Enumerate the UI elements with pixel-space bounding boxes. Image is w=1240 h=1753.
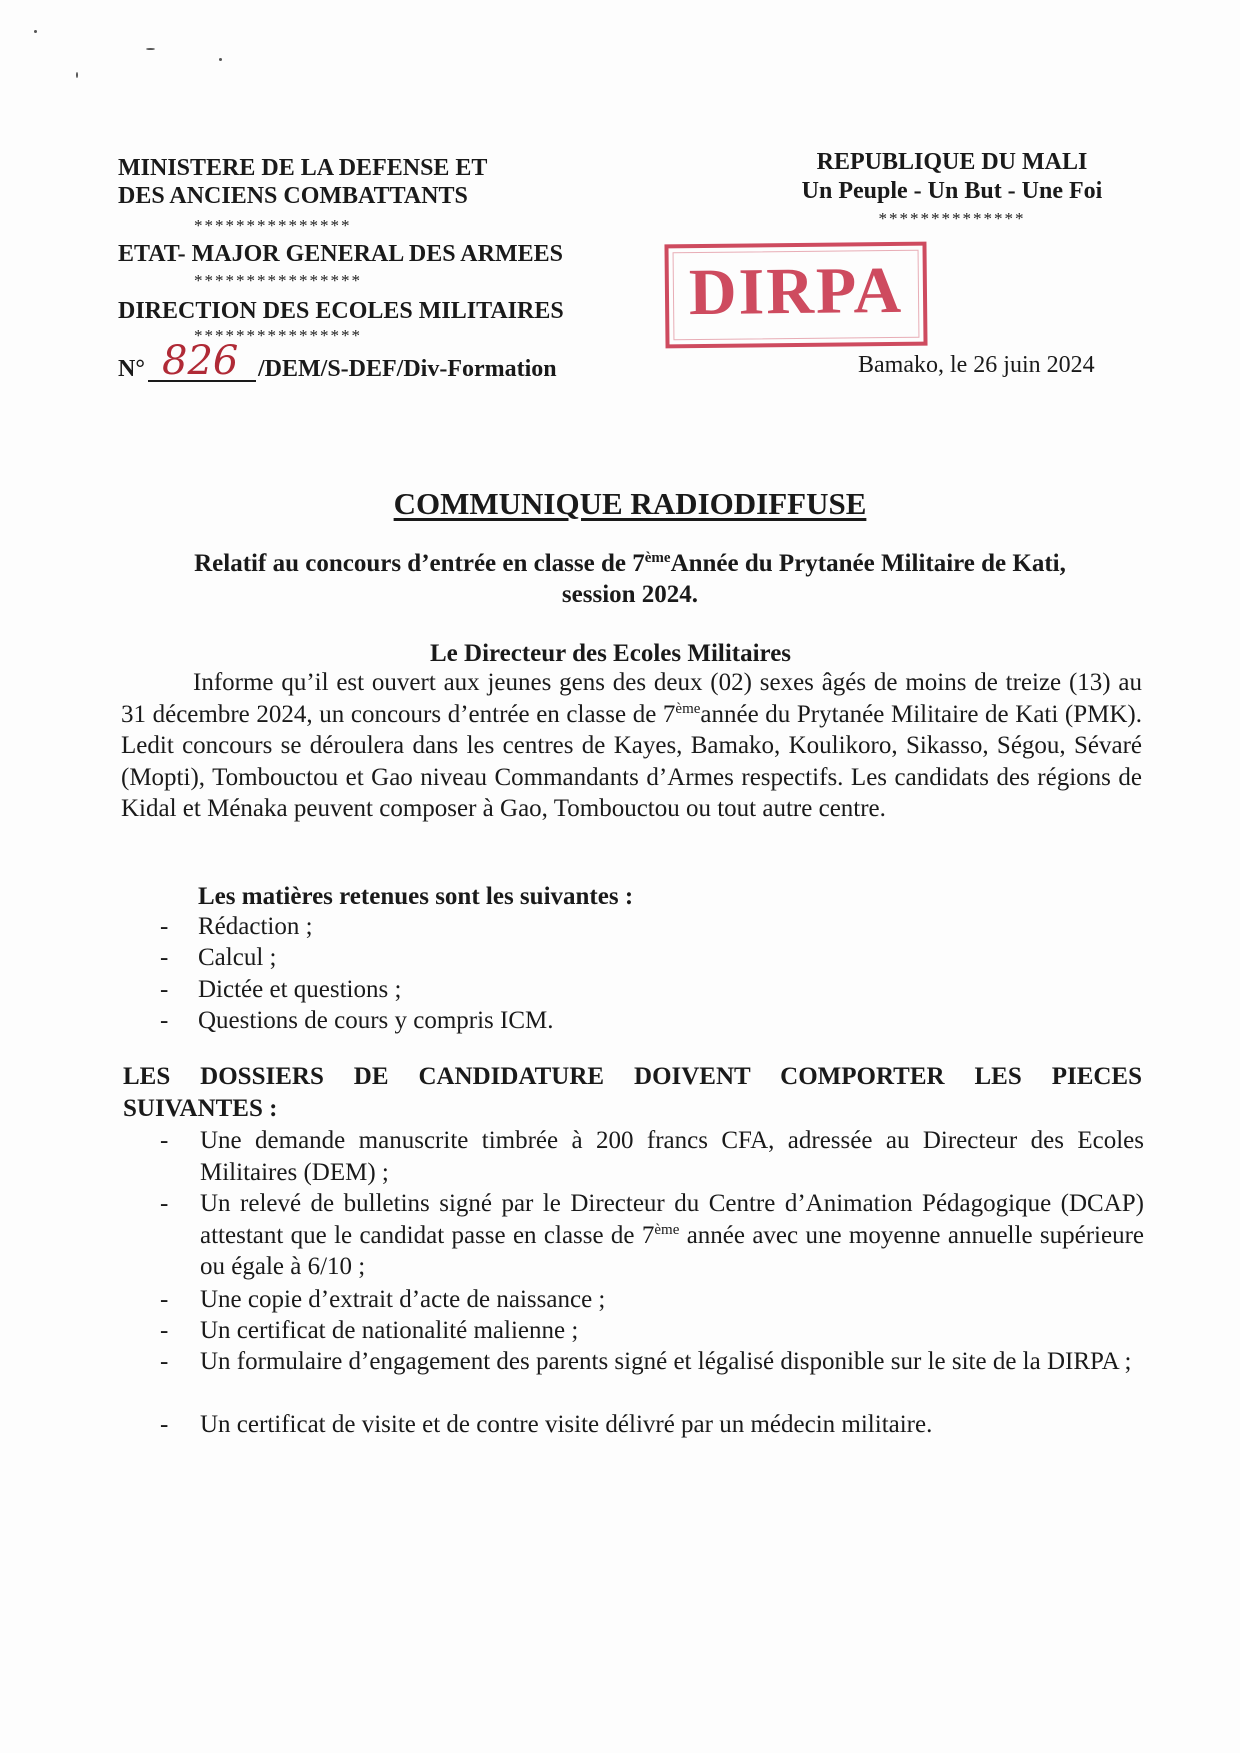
list-item	[160, 1409, 1144, 1441]
bullet-dash: -	[160, 1190, 169, 1217]
place-date: Bamako, le 26 juin 2024	[858, 352, 1095, 378]
subjects-heading: Les matières retenues sont les suivantes :	[198, 883, 634, 910]
scan-speck	[146, 48, 155, 50]
bullet-dash: -	[160, 976, 169, 1003]
scan-speck	[219, 58, 222, 61]
subtitle-line2: session 2024.	[561, 581, 699, 608]
dossier-item: Une demande manuscrite timbrée à 200 francs CFA, adressée au Directeur des Ecoles Militaires (DEM) ;	[200, 1127, 1144, 1186]
dossier-heading-line2: SUIVANTES :	[123, 1095, 278, 1122]
dossier-item2-sup: ème	[654, 1221, 680, 1238]
number-prefix: N°	[118, 356, 145, 382]
dossier-item: Un formulaire d’engagement des parents signé et légalisé disponible sur le site de la DIRPA ;	[200, 1348, 1132, 1375]
dossier-item: Un certificat de visite et de contre visite délivré par un médecin militaire.	[200, 1411, 933, 1438]
reference-suffix: /DEM/S-DEF/Div-Formation	[258, 356, 557, 382]
subject-item: Rédaction ;	[198, 913, 313, 940]
dossier-heading: LES DOSSIERS DE CANDIDATURE DOIVENT COMPORTER LES PIECES	[123, 1063, 1142, 1090]
subtitle	[100, 549, 1160, 579]
reference-number	[118, 355, 145, 383]
director-heading: Le Directeur des Ecoles Militaires	[430, 640, 792, 667]
separator-stars: ****************	[194, 326, 362, 345]
national-motto: Un Peuple - Un But - Une Foi	[801, 178, 1103, 204]
subtitle-part1: Relatif au concours d’entrée en classe de 7	[194, 550, 645, 577]
dossier-item: Une copie d’extrait d’acte de naissance ;	[200, 1286, 606, 1313]
etat-major-heading: ETAT- MAJOR GENERAL DES ARMEES	[118, 241, 563, 267]
dossier-item2-part1: Un relevé de bulletins signé par le Directeur du Centre d’Animation Pédagogique (DCAP) attestant que le candidat passe en classe de 7	[200, 1190, 1144, 1249]
bullet-dash: -	[160, 1317, 169, 1344]
intro-text-part1: Informe qu’il est ouvert aux jeunes gens des deux (02) sexes âgés de moins de treize (13) au 31 décembre 2024, un concours d’entrée en classe de 7	[121, 669, 1142, 728]
bullet-dash: -	[160, 1127, 169, 1154]
subtitle-part2: Année du Prytanée Militaire de Kati,	[670, 550, 1066, 577]
list-item	[160, 1188, 1144, 1283]
bullet-dash: -	[160, 1286, 169, 1313]
bullet-dash: -	[160, 944, 169, 971]
subtitle-sup: ème	[644, 550, 671, 566]
direction-heading: DIRECTION DES ECOLES MILITAIRES	[118, 298, 564, 324]
dirpa-stamp: DIRPA	[664, 242, 927, 349]
dossier-item	[200, 1188, 1144, 1283]
scan-speck	[76, 72, 78, 78]
bullet-dash: -	[160, 1007, 169, 1034]
ministry-line2: DES ANCIENS COMBATTANTS	[118, 183, 468, 209]
bullet-dash: -	[160, 1348, 169, 1375]
republic-heading: REPUBLIQUE DU MALI	[816, 149, 1088, 175]
dossier-item2-part2: année avec une moyenne annuelle supérieure ou égale à 6/10 ;	[200, 1221, 1145, 1280]
list-item	[160, 1125, 1144, 1188]
subject-item: Calcul ;	[198, 944, 277, 971]
list-item	[160, 1315, 1144, 1347]
bullet-dash: -	[160, 1411, 169, 1438]
page-title: COMMUNIQUE RADIODIFFUSE	[393, 486, 867, 521]
dossier-item: Un certificat de nationalité malienne ;	[200, 1317, 579, 1344]
separator-stars: ***************	[194, 216, 352, 235]
subject-item: Dictée et questions ;	[198, 976, 402, 1003]
list-item	[160, 1284, 1144, 1316]
separator-stars: ****************	[194, 271, 362, 290]
ministry-line1: MINISTERE DE LA DEFENSE ET	[118, 155, 488, 181]
intro-text-part2: année du Prytanée Militaire de Kati (PMK). Ledit concours se déroulera dans les centres de Kayes, Bamako, Koulikoro, Sikasso, Ségou, Sévaré (Mopti), Tombouctou et Gao niveau Commandants d’Armes respectifs. Les candidats des régions de Kidal et Ménaka peuvent composer à Gao, Tombouctou ou tout autre centre.	[121, 700, 1142, 822]
subject-item: Questions de cours y compris ICM.	[198, 1007, 554, 1034]
intro-paragraph	[121, 667, 1142, 825]
scan-speck	[34, 30, 37, 33]
list-item	[160, 1346, 1144, 1378]
handwritten-number: 826	[162, 338, 239, 384]
separator-stars: **************	[878, 209, 1026, 228]
intro-sup: ème	[675, 700, 701, 717]
bullet-dash: -	[160, 913, 169, 940]
